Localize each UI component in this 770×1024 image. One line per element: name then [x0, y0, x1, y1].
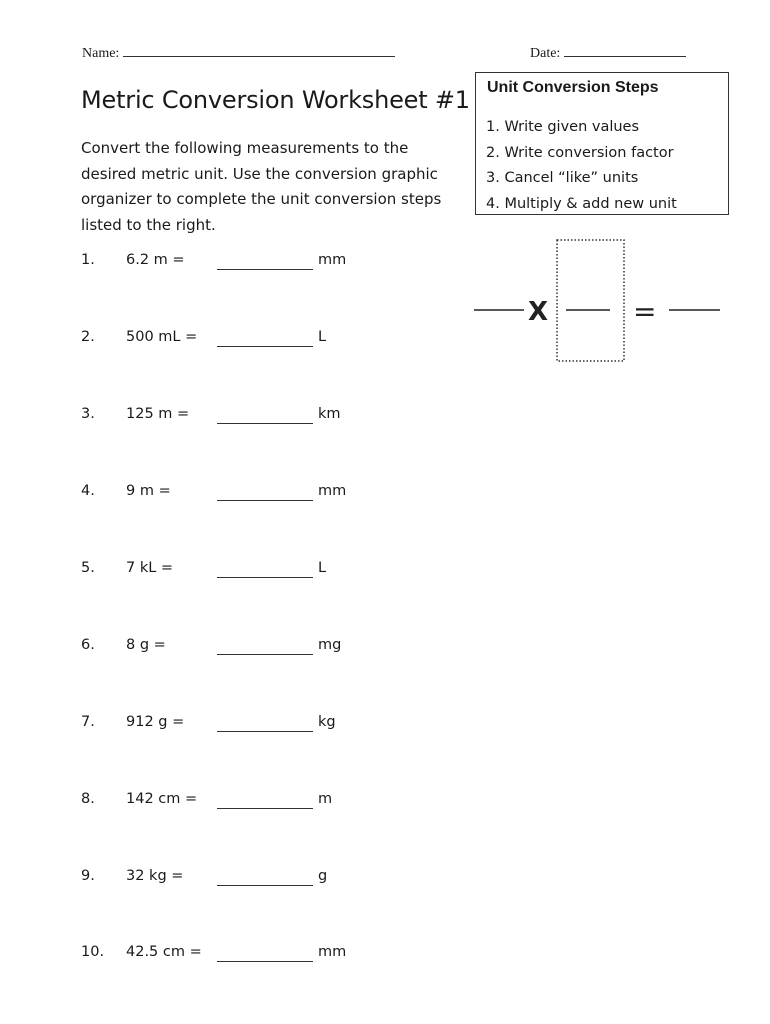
date-field[interactable] — [530, 46, 686, 62]
problem-number: 7. — [81, 714, 95, 730]
problem-question: 9 m = — [126, 483, 171, 499]
problem-number: 2. — [81, 329, 95, 345]
date-blank-line[interactable] — [564, 56, 686, 57]
problem-unit: km — [318, 406, 341, 422]
problem-question: 125 m = — [126, 406, 190, 422]
problem-number: 1. — [81, 252, 95, 268]
answer-blank[interactable] — [217, 423, 313, 424]
problem-number: 8. — [81, 791, 95, 807]
conversion-graphic-organizer — [470, 232, 730, 372]
answer-blank[interactable] — [217, 269, 313, 270]
date-label: Date: — [530, 46, 561, 61]
problem-number: 4. — [81, 483, 95, 499]
problem-unit: mm — [318, 944, 347, 960]
problem-unit: kg — [318, 714, 336, 730]
steps-list — [486, 115, 677, 217]
problem-unit: g — [318, 868, 328, 884]
answer-blank[interactable] — [217, 885, 313, 886]
unit-conversion-steps-box — [475, 72, 729, 215]
problem-unit: L — [318, 560, 327, 576]
problem-unit: L — [318, 329, 327, 345]
problem-number: 3. — [81, 406, 95, 422]
problem-question: 142 cm = — [126, 791, 198, 807]
step-item: 1. Write given values — [486, 119, 640, 135]
worksheet-title: Metric Conversion Worksheet #1 — [81, 86, 470, 114]
name-label: Name: — [82, 46, 120, 61]
problem-unit: mm — [318, 483, 347, 499]
answer-blank[interactable] — [217, 500, 313, 501]
name-blank-line[interactable] — [123, 56, 395, 57]
problem-question: 32 kg = — [126, 868, 184, 884]
problem-number: 6. — [81, 637, 95, 653]
problem-number: 9. — [81, 868, 95, 884]
answer-blank[interactable] — [217, 961, 313, 962]
problem-unit: mm — [318, 252, 347, 268]
answer-blank[interactable] — [217, 808, 313, 809]
problem-question: 912 g = — [126, 714, 185, 730]
problem-question: 7 kL = — [126, 560, 174, 576]
steps-box-title: Unit Conversion Steps — [487, 79, 659, 96]
answer-blank[interactable] — [217, 577, 313, 578]
name-field[interactable] — [82, 46, 395, 62]
conversion-factor-box — [557, 240, 624, 361]
answer-blank[interactable] — [217, 654, 313, 655]
problem-number: 5. — [81, 560, 95, 576]
equals-symbol: = — [633, 295, 657, 328]
problem-question: 42.5 cm = — [126, 944, 202, 960]
problem-question: 500 mL = — [126, 329, 198, 345]
answer-blank[interactable] — [217, 731, 313, 732]
problem-question: 8 g = — [126, 637, 166, 653]
times-symbol: X — [528, 297, 549, 327]
problem-unit: m — [318, 791, 333, 807]
organizer-diagram — [470, 232, 730, 372]
answer-blank[interactable] — [217, 346, 313, 347]
step-item: 4. Multiply & add new unit — [486, 195, 677, 212]
step-item: 2. Write conversion factor — [486, 144, 674, 161]
step-item: 3. Cancel “like” units — [486, 170, 639, 186]
problem-unit: mg — [318, 637, 342, 653]
instructions-text: Convert the following measurements to the desired metric unit. Use the conversion graphic organizer to complete the unit conversion steps listed to the right. — [81, 139, 442, 234]
problem-question: 6.2 m = — [126, 252, 185, 268]
problem-number: 10. — [81, 944, 105, 960]
